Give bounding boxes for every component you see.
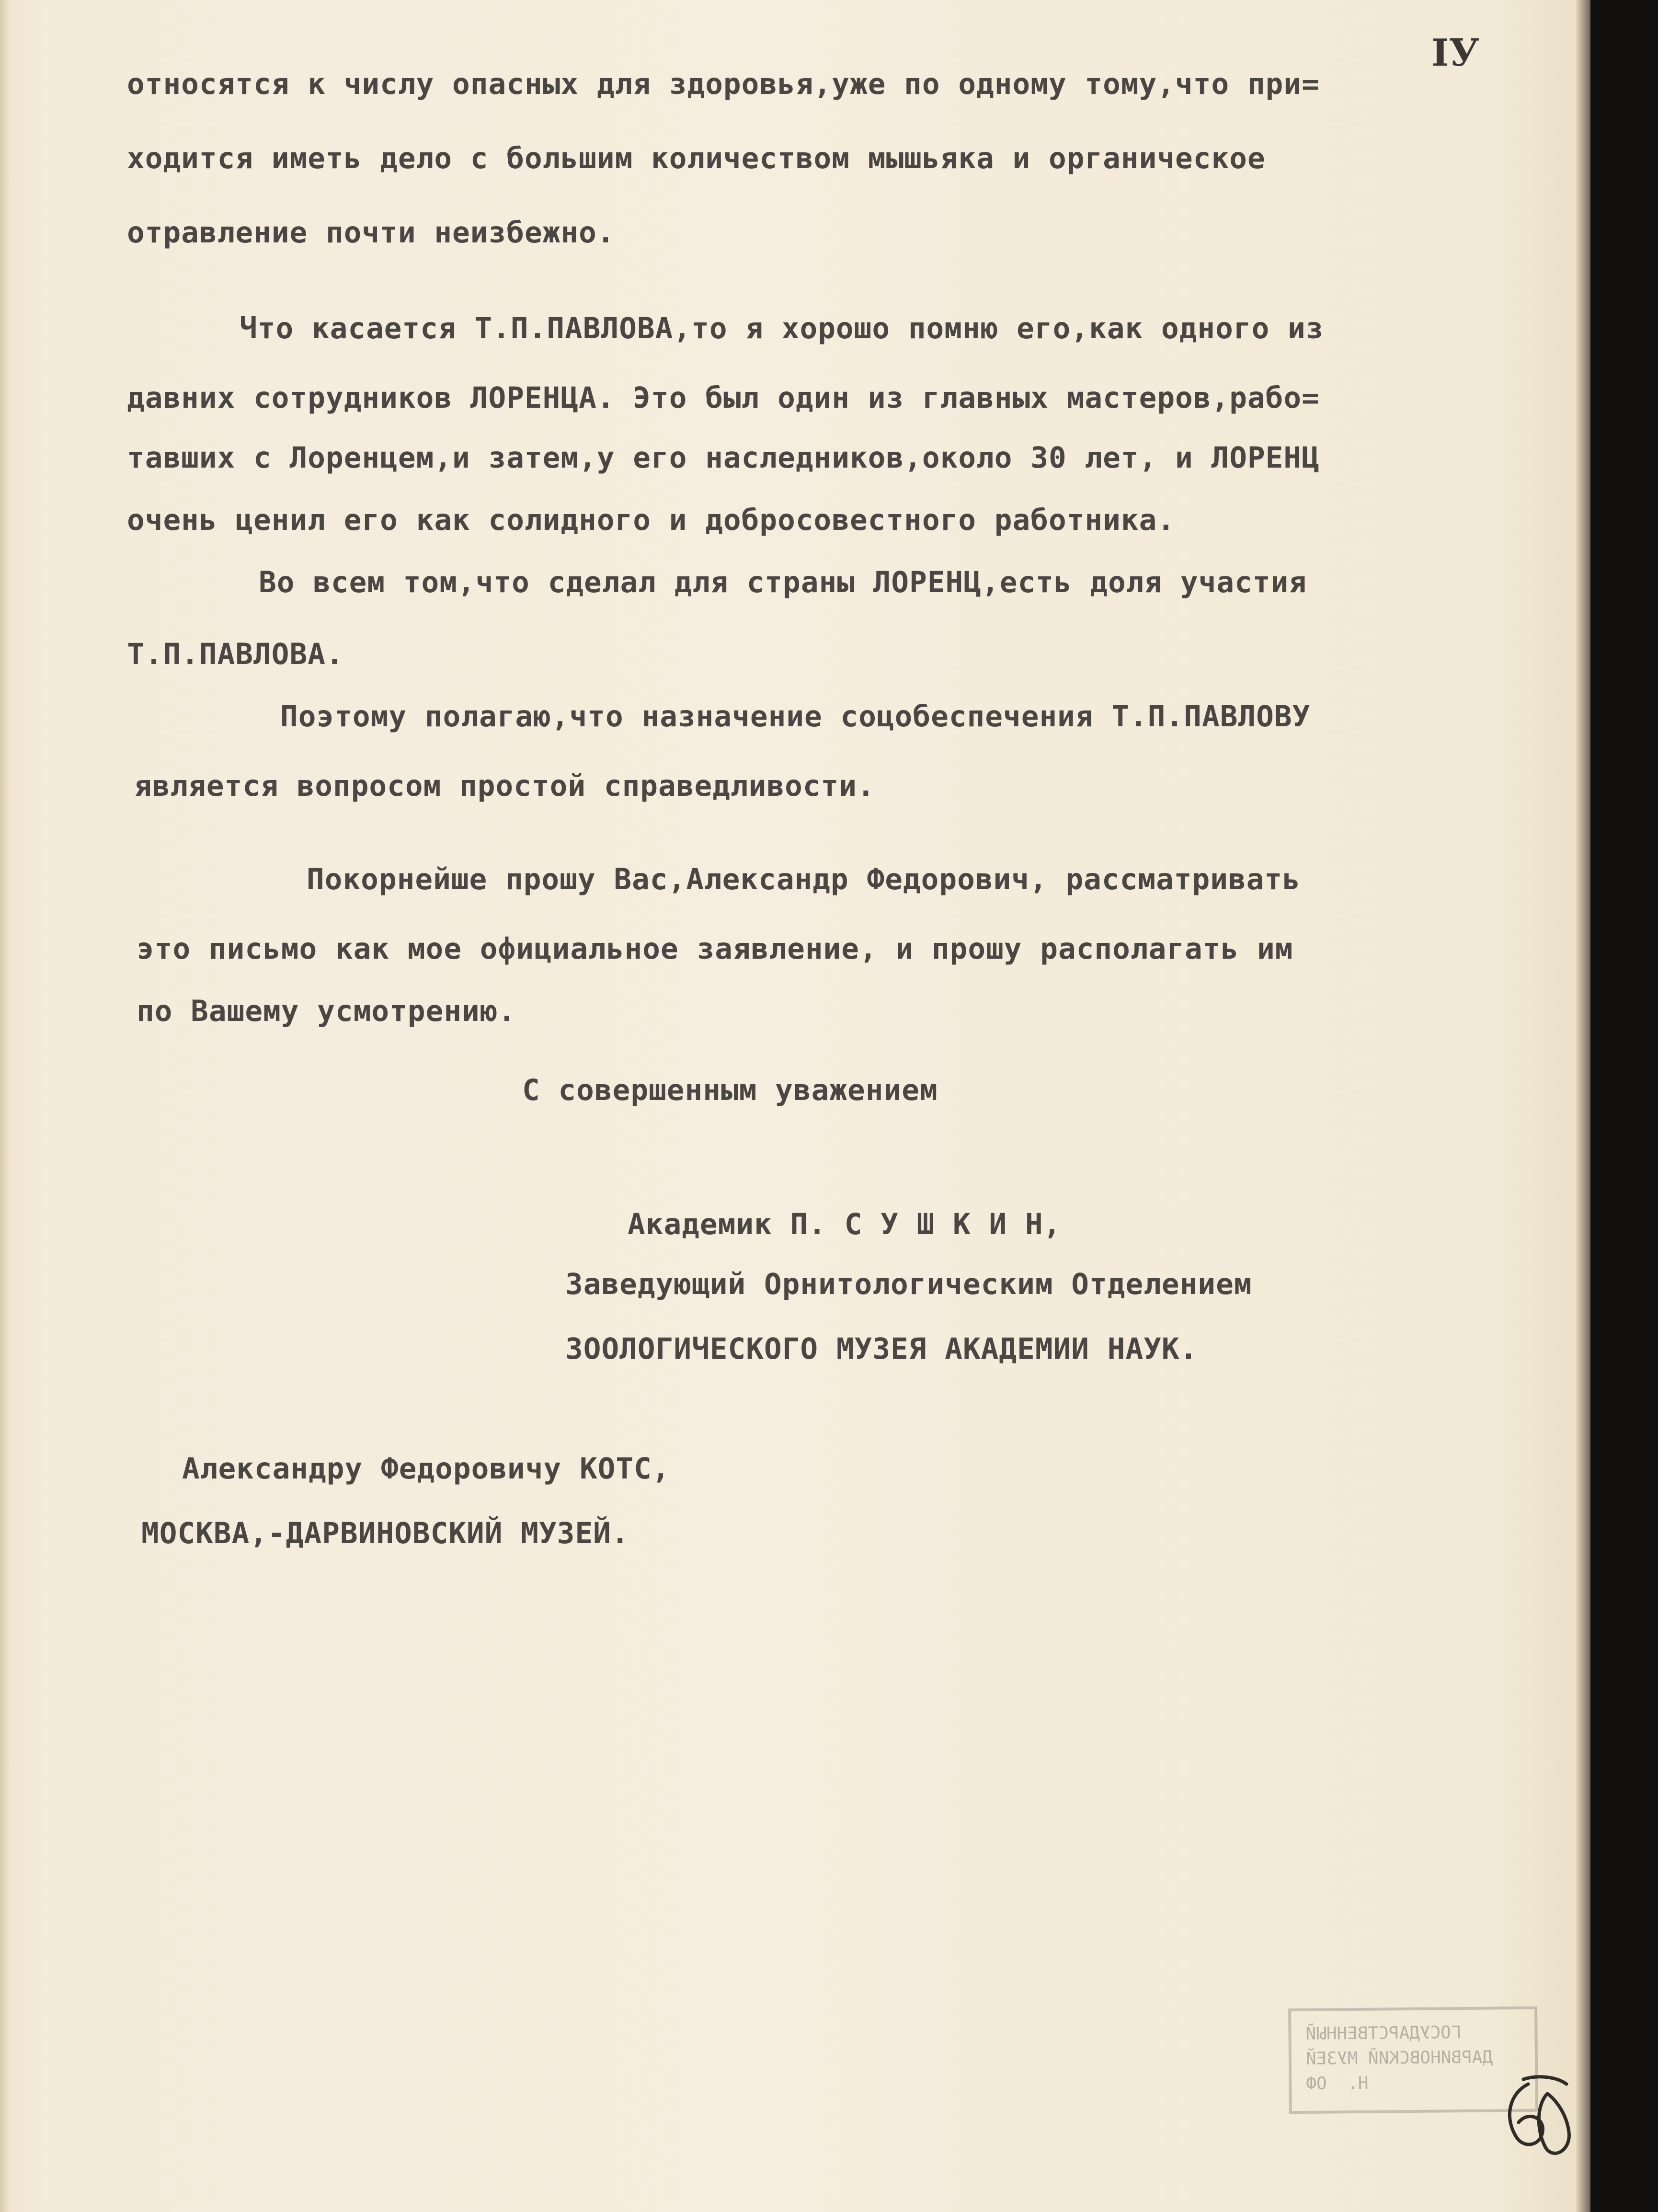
recipient-address: МОСКВА,-ДАРВИНОВСКИЙ МУЗЕЙ. [141, 1516, 629, 1550]
page-number: IУ [1431, 31, 1479, 75]
text-line: тавших с Лоренцем,и затем,у его наследников,около 30 лет, и ЛОРЕНЦ [127, 441, 1320, 475]
text-line: Что касается Т.П.ПАВЛОВА,то я хорошо помню его,как одного из [240, 311, 1324, 345]
text-line: это письмо как мое официальное заявление, и прошу располагать им [137, 932, 1293, 966]
text-line: относятся к числу опасных для здоровья,уже по одному тому,что при= [127, 67, 1320, 101]
paper-left-edge [0, 0, 10, 2212]
text-line: отравление почти неизбежно. [127, 216, 615, 250]
signatory-institution: ЗООЛОГИЧЕСКОГО МУЗЕЯ АКАДЕМИИ НАУК. [565, 1332, 1198, 1366]
scan-background [1590, 0, 1658, 2212]
stamp-line: ДАРВИНОВСКИЙ МУЗЕЙ [1305, 2047, 1493, 2069]
archive-handwritten-mark [1495, 2065, 1581, 2170]
stamp-line: ГОСУДАРСТВЕННЫЙ [1305, 2023, 1462, 2044]
text-line: по Вашему усмотрению. [137, 994, 516, 1028]
signatory-title: Заведующий Орнитологическим Отделением [565, 1267, 1252, 1301]
text-line: Во всем том,что сделал для страны ЛОРЕНЦ,есть доля участия [259, 565, 1307, 599]
closing-salutation: С совершенным уважением [522, 1073, 938, 1107]
text-line: давних сотрудников ЛОРЕНЦА. Это был один из главных мастеров,рабо= [127, 381, 1320, 415]
text-line: является вопросом простой справедливости. [134, 769, 875, 803]
signatory-name: Академик П. С У Ш К И Н, [628, 1207, 1062, 1241]
paper-right-edge [1576, 0, 1590, 2212]
text-line: Покорнейше прошу Вас,Александр Федорович, рассматривать [307, 862, 1301, 896]
recipient-name: Александру Федоровичу КОТС, [182, 1452, 670, 1486]
text-line: Поэтому полагаю,что назначение соцобеспечения Т.П.ПАВЛОВУ [280, 699, 1311, 734]
text-line: Т.П.ПАВЛОВА. [127, 637, 344, 671]
stamp-line: Н. ОФ [1306, 2073, 1369, 2094]
text-line: ходится иметь дело с большим количеством мышьяка и органическое [127, 141, 1266, 175]
text-line: очень ценил его как солидного и добросовестного работника. [127, 503, 1176, 537]
